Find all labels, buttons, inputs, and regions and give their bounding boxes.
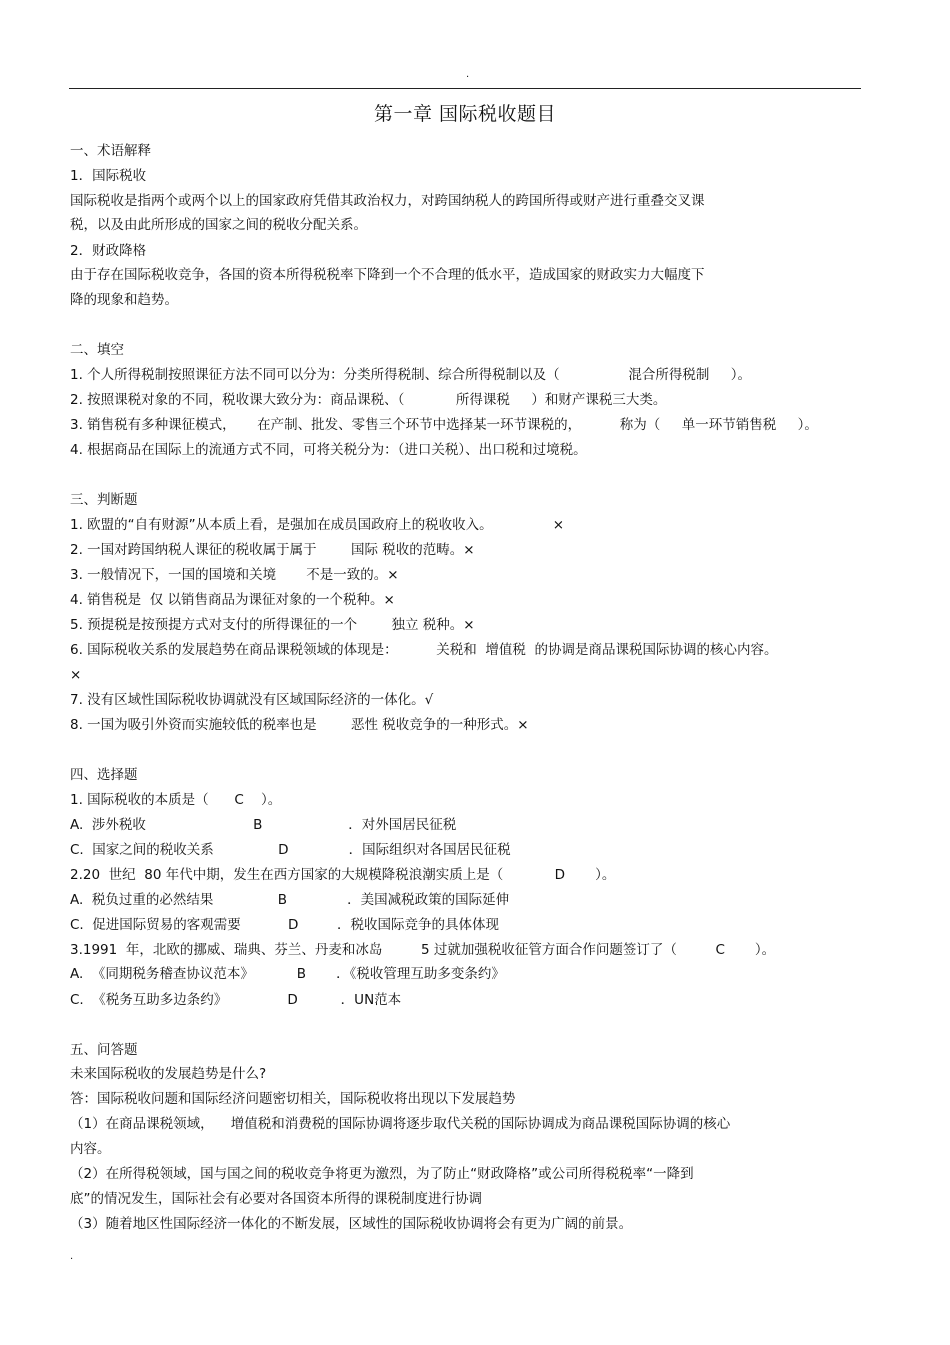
paragraph-line: 由于存在国际税收竞争，各国的资本所得税税率下降到一个不合理的低水平，造成国家的财政实力大幅度下 [70,267,705,283]
paragraph-line: 国际税收是指两个或两个以上的国家政府凭借其政治权力，对跨国纳税人的跨国所得或财产进行重叠交叉课 [70,193,705,209]
page-title: 第一章 国际税收题目 [373,103,557,125]
choice-options: A. 《同期税务稽查协议范本》 B ．《税收管理互助多变条约》 [70,966,505,982]
judge-item: 2. 一国对跨国纳税人课征的税收属于属于 国际 税收的范畴。× [70,542,475,558]
judge-item: 6. 国际税收关系的发展趋势在商品课税领域的体现是： 关税和 增值税 的协调是商品课税国际协调的核心内容。 [70,642,778,658]
answer-line: 答：国际税收问题和国际经济问题密切相关，国际税收将出现以下发展趋势 [70,1091,516,1107]
answer-line: （1）在商品课税领域， 增值税和消费税的国际协调将逐步取代关税的国际协调成为商品课税国际协调的核心 [70,1116,731,1132]
choice-question: 2.20 世纪 80 年代中期，发生在西方国家的大规模降税浪潮实质上是（ D ）。 [70,867,616,883]
choice-options: A. 涉外税收 B ．对外国居民征税 [70,817,457,833]
term-heading: 2．财政降格 [70,243,147,259]
section-heading: 三、判断题 [70,492,138,508]
answer-line: 底”的情况发生，国际社会有必要对各国资本所得的课税制度进行协调 [70,1191,482,1207]
section-heading: 五、问答题 [70,1042,138,1058]
term-heading: 1．国际税收 [70,168,147,184]
question-line: 未来国际税收的发展趋势是什么? [70,1066,267,1082]
fill-item: 4. 根据商品在国际上的流通方式不同，可将关税分为：（进口关税）、出口税和过境税。 [70,442,587,458]
choice-options: C. 国家之间的税收关系 D ．国际组织对各国居民征税 [70,842,511,858]
answer-line: 内容。 [70,1141,111,1157]
answer-line: （3）随着地区性国际经济一体化的不断发展，区域性的国际税收协调将会有更为广阔的前景。 [70,1216,633,1232]
choice-options: C. 《税务互助多边条约》 D ．UN范本 [70,992,402,1008]
choice-question: 1. 国际税收的本质是（ C ）。 [70,792,282,808]
section-heading: 二、填空 [70,342,124,358]
header-rule [69,88,861,89]
answer-line: （2）在所得税领域，国与国之间的税收竞争将更为激烈，为了防止“财政降格”或公司所得税税率“一降到 [70,1166,694,1182]
judge-item: 3. 一般情况下，一国的国境和关境 不是一致的。× [70,567,399,583]
section-heading: 四、选择题 [70,767,138,783]
judge-item: 4. 销售税是 仅 以销售商品为课征对象的一个税种。× [70,592,395,608]
fill-item: 3. 销售税有多种课征模式， 在产制、批发、零售三个环节中选择某一环节课税的， 称为（ 单一环节销售税 ）。 [70,417,818,433]
judge-item: 1. 欧盟的“自有财源”从本质上看，是强加在成员国政府上的税收收入。 × [70,517,565,533]
choice-options: A. 税负过重的必然结果 B ．美国减税政策的国际延伸 [70,892,510,908]
header-dot: . [466,69,470,80]
judge-item: 8. 一国为吸引外资而实施较低的税率也是 恶性 税收竞争的一种形式。× [70,717,529,733]
judge-item: 5. 预提税是按预提方式对支付的所得课征的一个 独立 税种。× [70,617,475,633]
footer-dot: . [70,1251,74,1262]
judge-item-mark: × [70,667,82,683]
paragraph-line: 降的现象和趋势。 [70,292,178,308]
judge-item: 7. 没有区域性国际税收协调就没有区域国际经济的一体化。√ [70,692,434,708]
choice-options: C. 促进国际贸易的客观需要 D ．税收国际竞争的具体体现 [70,917,500,933]
section-heading: 一、术语解释 [70,143,151,159]
paragraph-line: 税，以及由此所形成的国家之间的税收分配关系。 [70,217,367,233]
choice-question: 3.1991 年，北欧的挪威、瑞典、芬兰、丹麦和冰岛 5 过就加强税收征管方面合作问题签订了（ C ）。 [70,942,776,958]
fill-item: 2. 按照课税对象的不同，税收课大致分为：商品课税、（ 所得课税 ）和财产课税三大类。 [70,392,667,408]
fill-item: 1. 个人所得税制按照课征方法不同可以分为：分类所得税制、综合所得税制以及（ 混合所得税制 ）。 [70,367,752,383]
